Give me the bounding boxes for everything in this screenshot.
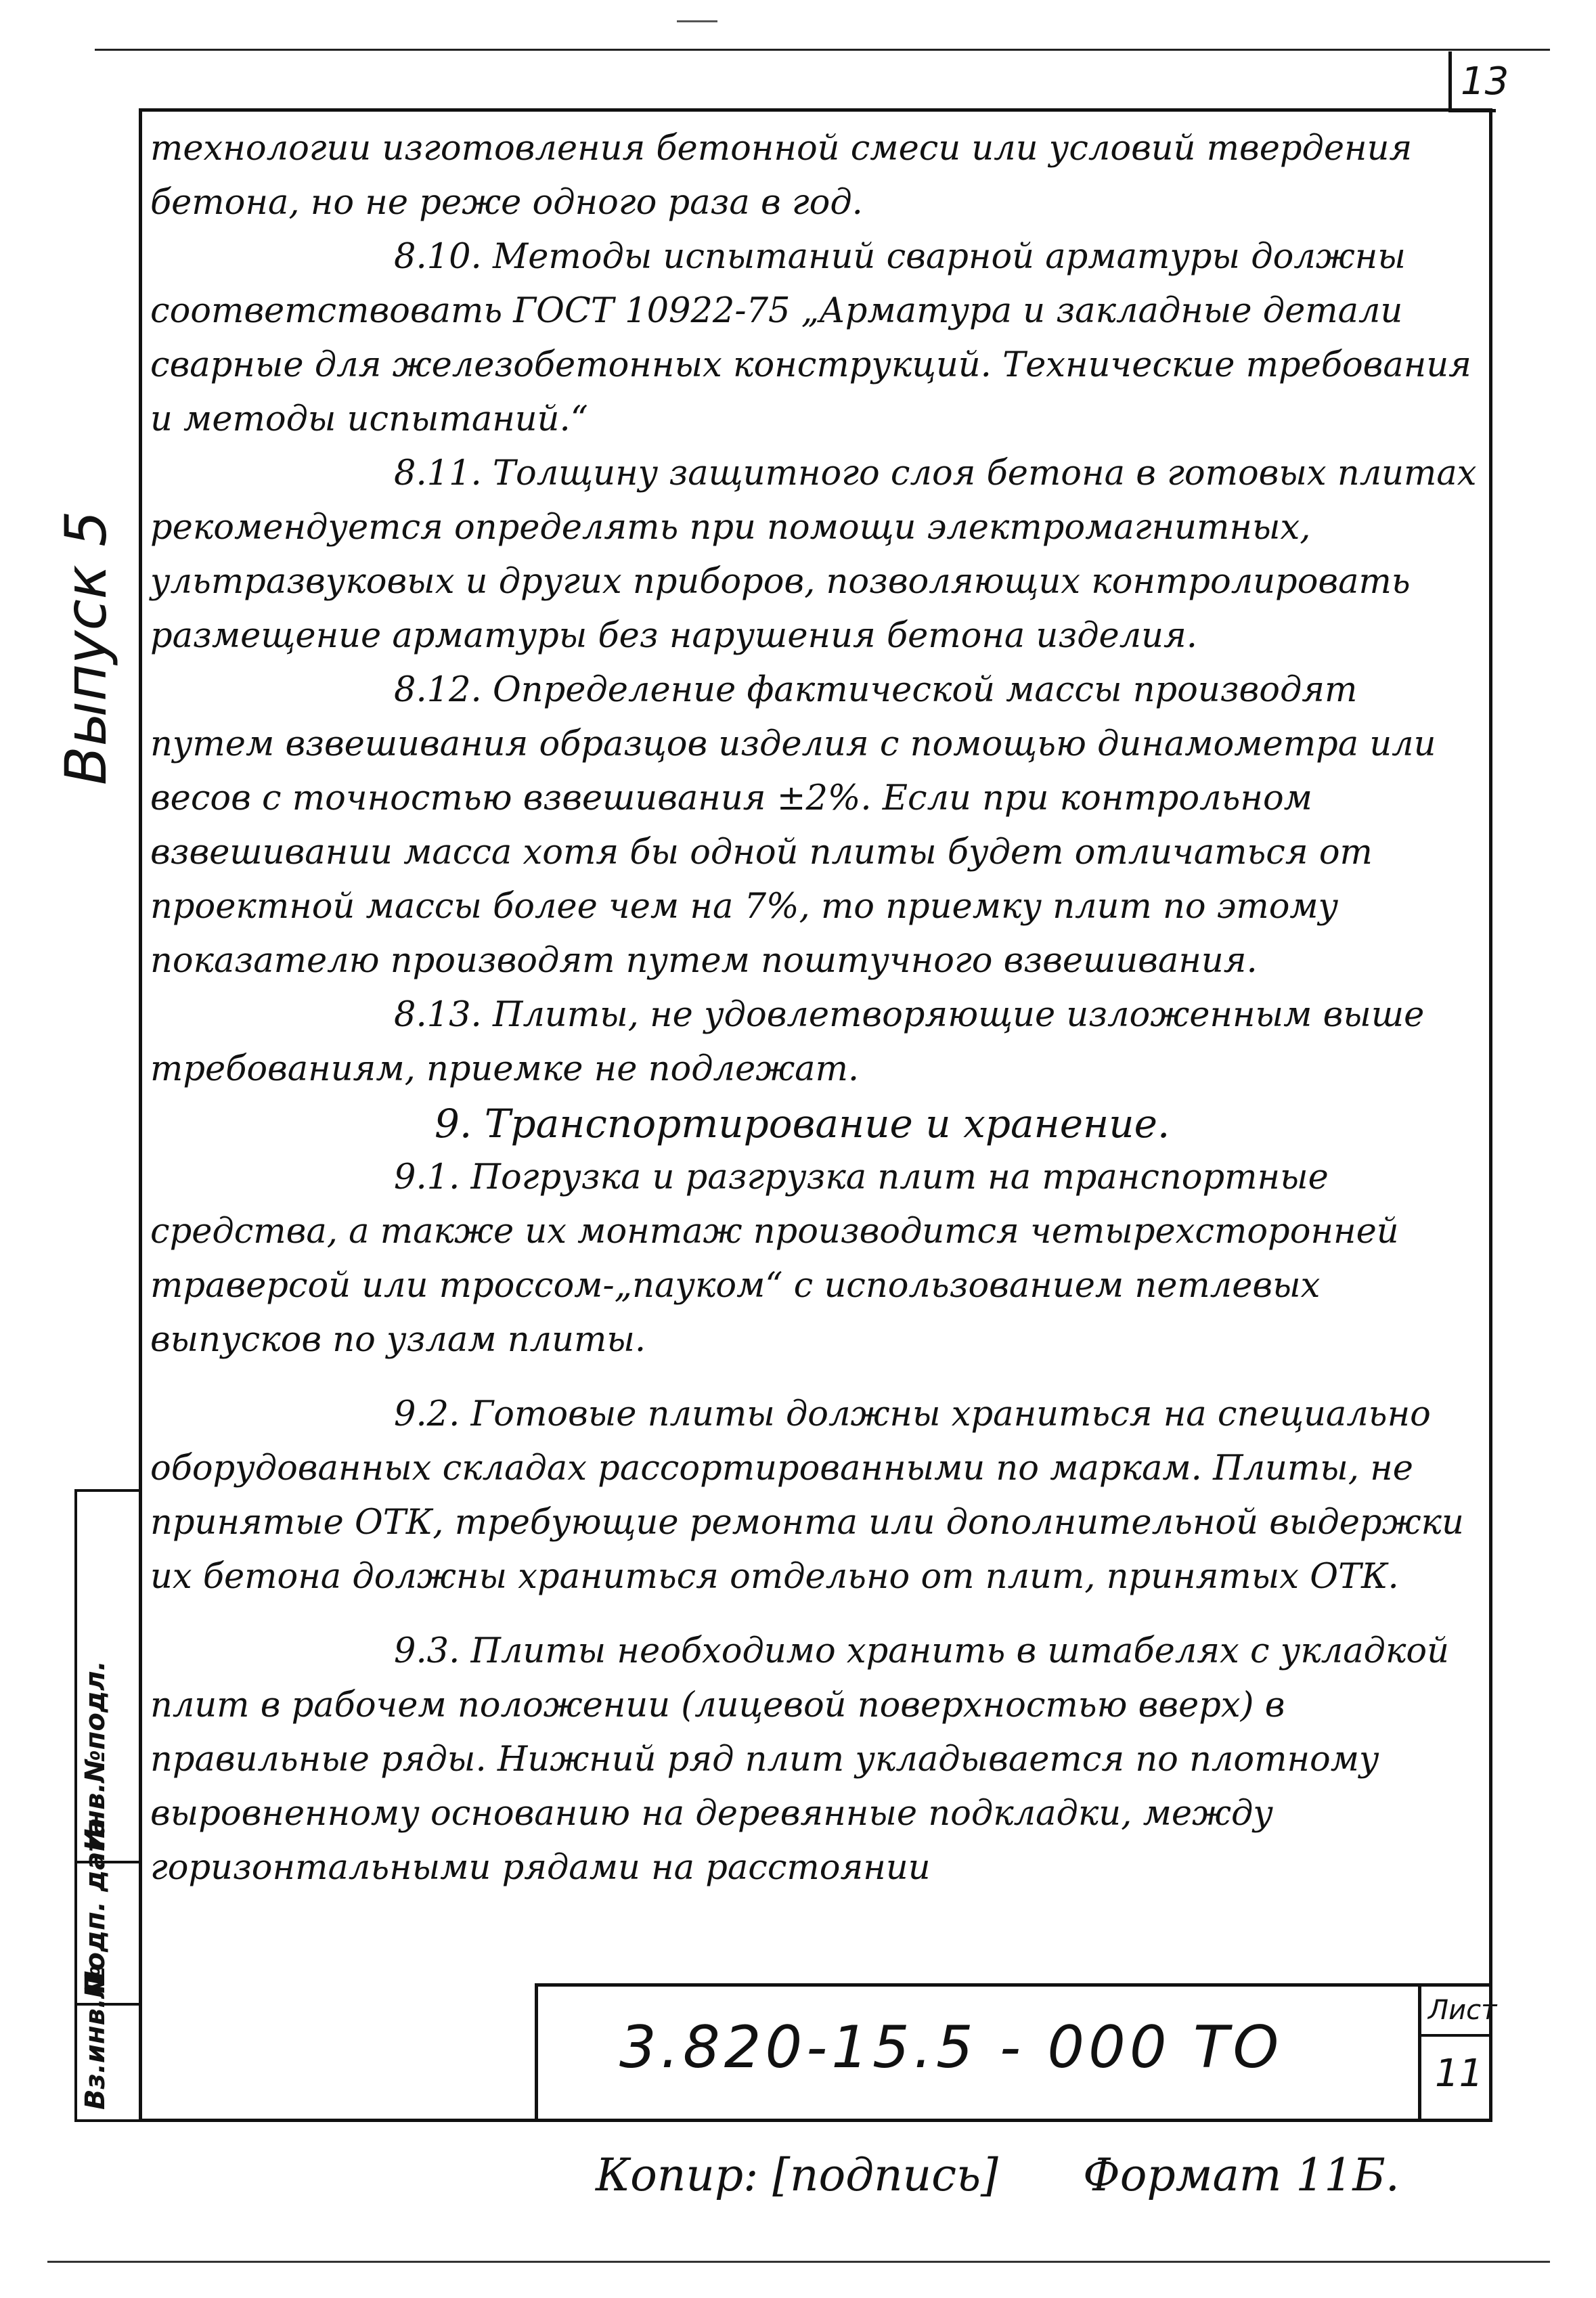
paragraph-9-1: 9.1. Погрузка и разгрузка плит на транспортные средства, а также их монтаж производится четырехсторонней траверсой или троссом-„пауком“ с использованием петлевых выпусков по узлам плиты. [150,1157,1399,1360]
stamp-strip [74,1489,142,2122]
sheet-cell [1418,1987,1497,2122]
stamp-label-vz-inv: Вз.инв.№ [80,1965,111,2110]
stamp-label-podp-data: Подп. дата [80,1817,111,1993]
top-rule [95,49,1550,51]
paragraph-8-11: 8.11. Толщину защитного слоя бетона в готовых плитах рекомендуется определять при помощи электромагнитных, ультразвуковых и других приборов, позволяющих контролировать размещение арматуры без нарушения бетона изделия. [150,454,1477,656]
footer-copied-by: Копир: [подпись] [596,2149,998,2201]
section-9-heading: 9. Транспортирование и хранение. [435,1101,1170,1147]
document-code: 3.820-15.5 - 000 ТО [619,2014,1283,2081]
paragraph-9-2: 9.2. Готовые плиты должны храниться на специально оборудованных складах рассортированными по маркам. Плиты, не принятые ОТК, требующие ремонта или дополнительной выдержки их бетона должны храниться отдельно от плит, принятых ОТК. [150,1394,1464,1597]
paragraph-8-12: 8.12. Определение фактической массы производят путем взвешивания образцов изделия с помощью динамометра или весов с точностью взвешивания ±2%. Если при контрольном взвешивании масса хотя бы одной плиты будет отличаться от проектной массы более чем на 7%, то приемку плит по этому показателю производят путем поштучного взвешивания. [150,670,1436,981]
stamp-cell-vz-inv [77,1965,139,2119]
page-number: 13 [1461,60,1509,104]
footer-format: Формат 11Б. [1083,2149,1400,2201]
title-block [535,1983,1497,2122]
sheet-number: 11 [1435,2052,1484,2096]
paragraph-9-3: 9.3. Плиты необходимо хранить в штабелях с укладкой плит в рабочем положении (лицевой поверхностью вверх) в правильные ряды. Нижний ряд плит укладывается по плотному выровненному основанию на деревянные подкладки, между горизонтальными рядами на расстоянии [150,1631,1449,1888]
body-text [150,122,1487,1895]
bottom-rule [47,2261,1550,2263]
sheet-label: Лист [1428,1995,1497,2026]
sheet-divider [1421,2034,1489,2037]
paragraph-8-10: 8.10. Методы испытаний сварной арматуры должны соответствовать ГОСТ 10922-75 „Арматура и закладные детали сварные для железобетонных конструкций. Технические требования и методы испытаний.“ [150,237,1471,439]
stamp-label-inv-podl: Инв.№подл. [80,1660,111,1851]
paragraph-8-13: 8.13. Плиты, не удовлетворяющие изложенным выше требованиям, приемке не подлежат. [150,995,1425,1089]
paragraph-continuation: технологии изготовления бетонной смеси или условий твердения бетона, но не реже одного раза в год. [150,129,1413,223]
stamp-cell-inv-podl [77,1492,139,1863]
top-marks [677,20,717,25]
side-label: Выпуск 5 [53,510,119,785]
